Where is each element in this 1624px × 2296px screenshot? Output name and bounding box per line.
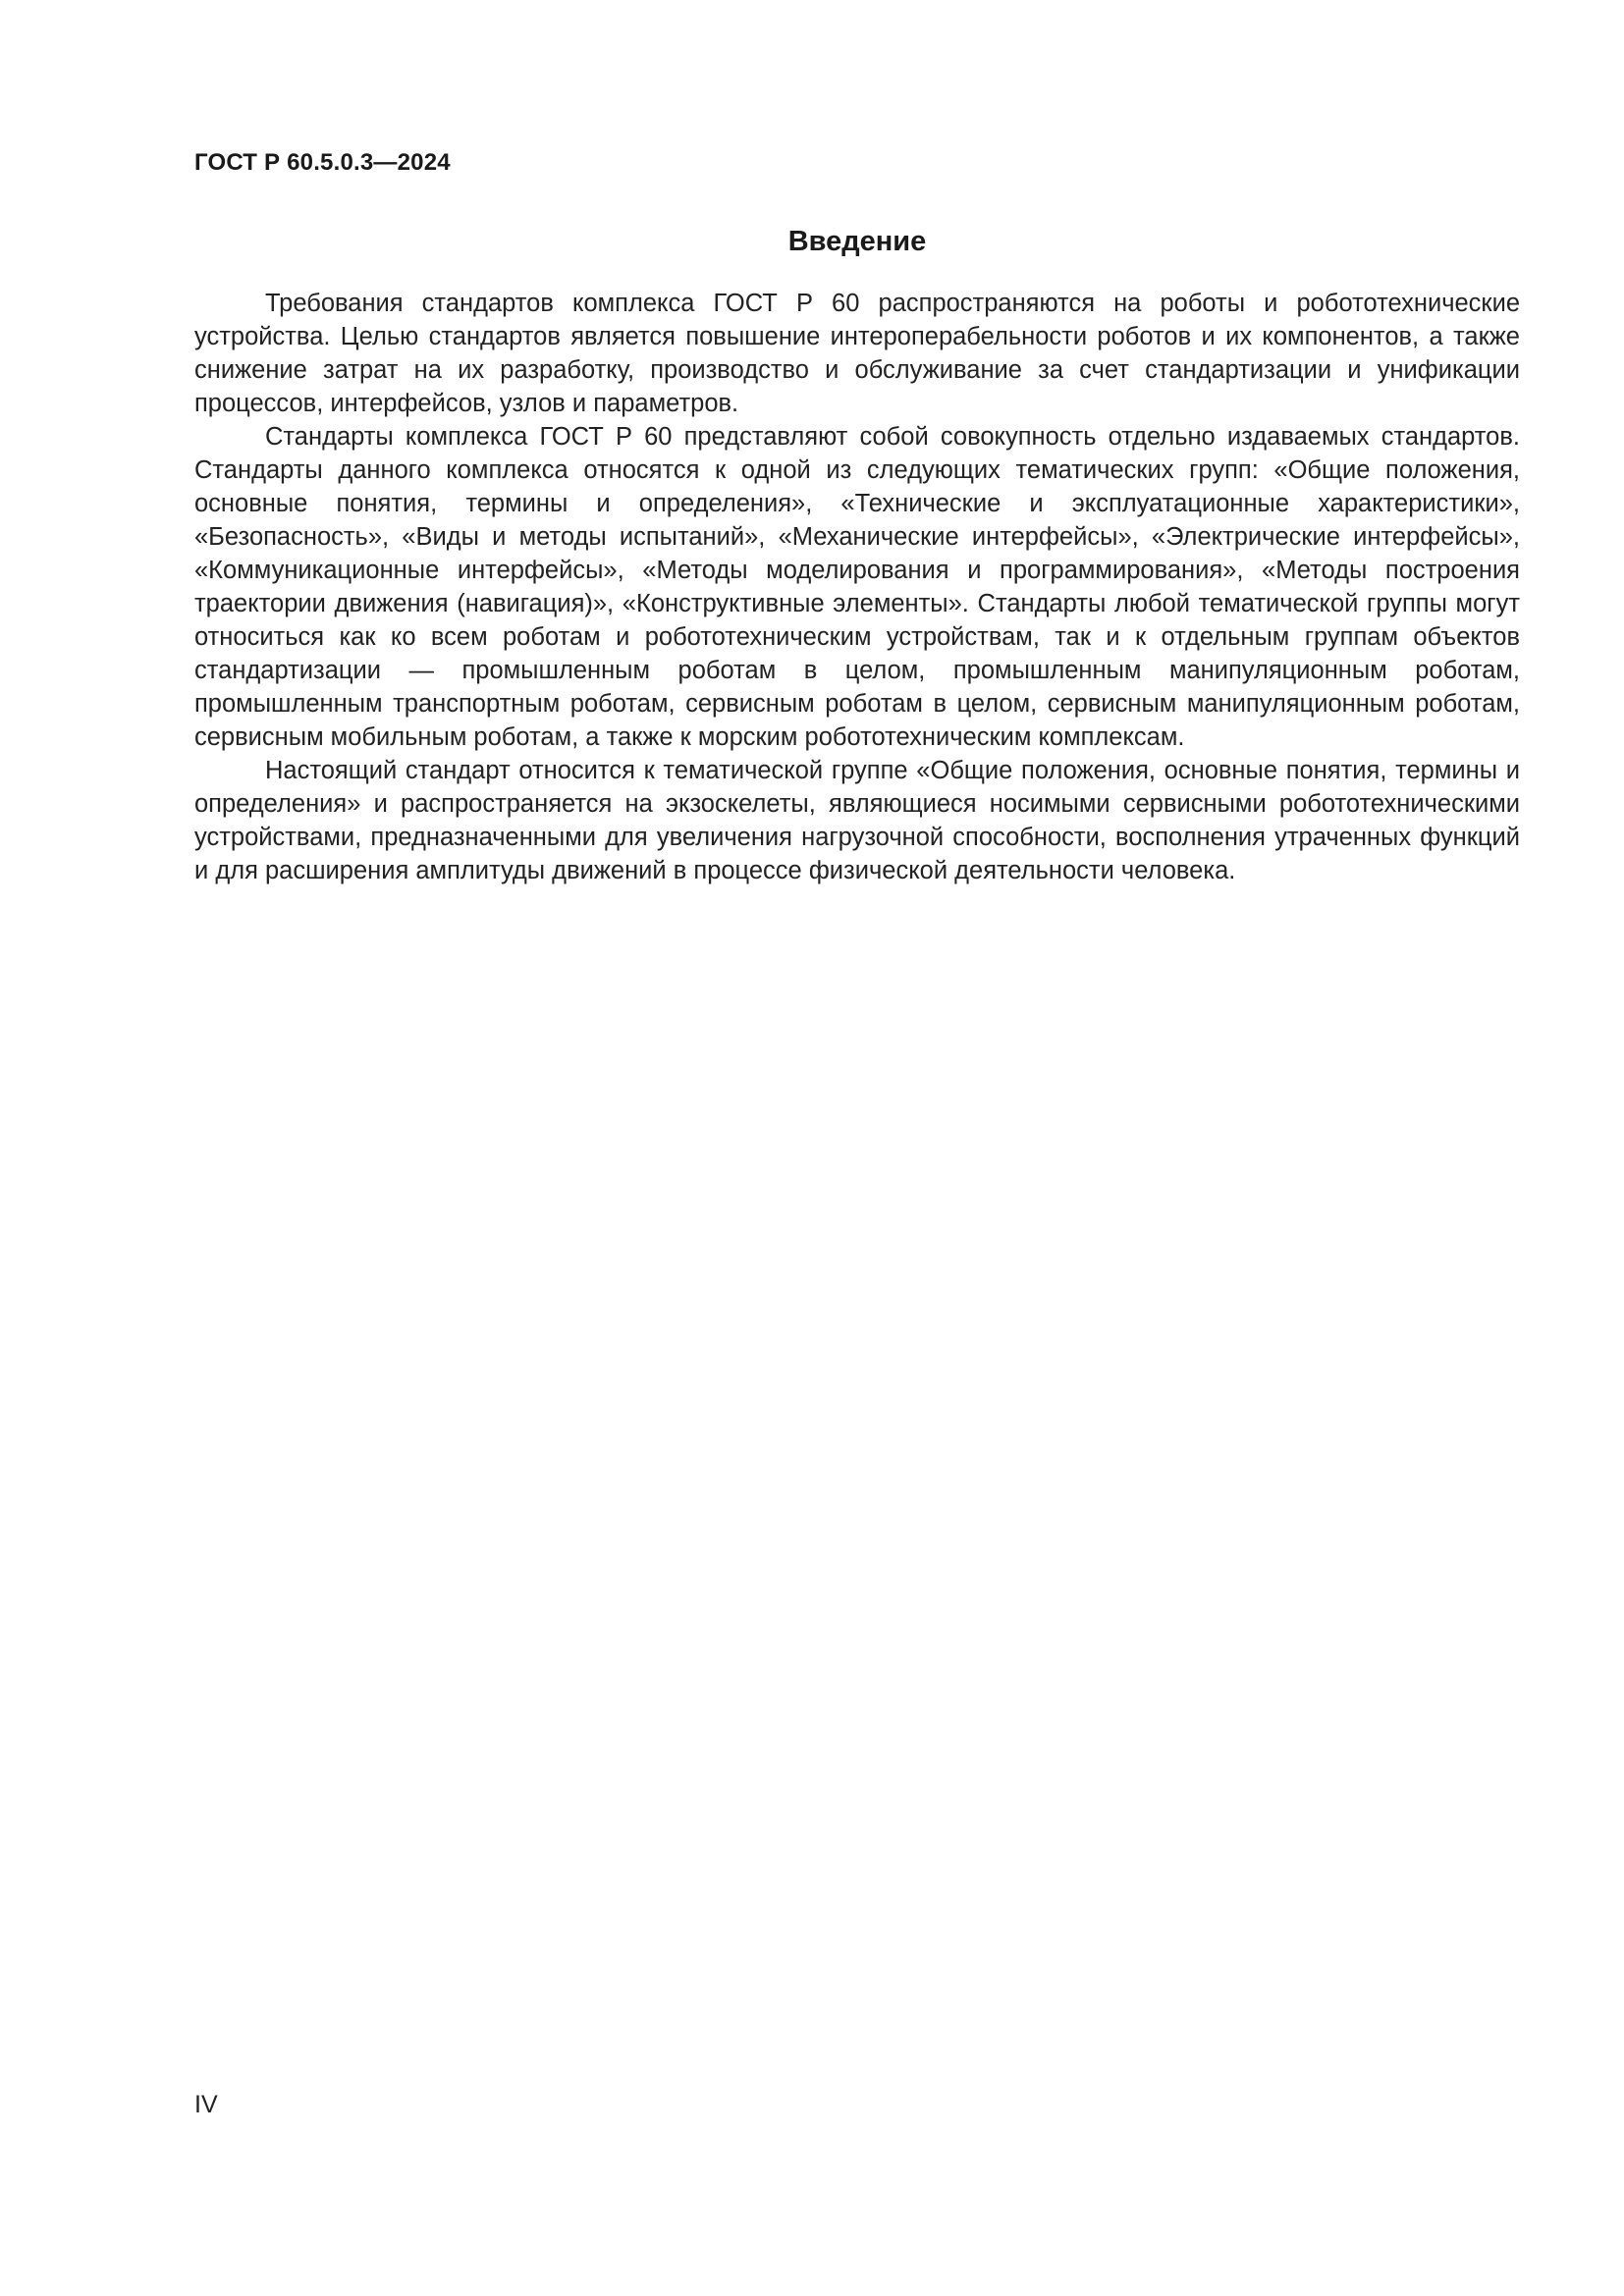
paragraph-1: Требования стандартов комплекса ГОСТ Р 60 распространяются на роботы и робототехнические устройства. Целью стандартов является повышение интероперабельности роботов и их компонентов, а также снижение затрат на их разработку, производство и обслуживание за счет стандартизации и унификации процессов, интерфейсов, узлов и параметров. [194,290,1520,417]
section-title: Введение [787,226,927,257]
document-code-header: ГОСТ Р 60.5.0.3—2024 [194,149,451,176]
paragraph-3: Настоящий стандарт относится к тематической группе «Общие положения, основные понятия, термины и определения» и распространяется на экзоскелеты, являющиеся носимыми сервисными робототехническими устройствами, предназначенными для увеличения нагрузочной способности, восполнения утраченных функций и для расширения амплитуды движений в процессе физической деятельности человека. [194,757,1520,884]
paragraph-2: Стандарты комплекса ГОСТ Р 60 представляют собой совокупность отдельно издаваемых стандартов. Стандарты данного комплекса относятся к одной из следующих тематических групп: «Общие положения, основные понятия, термины и определения», «Технические и эксплуатационные характеристики», «Безопасность», «Виды и методы испытаний», «Механические интерфейсы», «Электрические интерфейсы», «Коммуникационные интерфейсы», «Методы моделирования и программирования», «Методы построения траектории движения (навигация)», «Конструктивные элементы». Стандарты любой тематической группы могут относиться как ко всем роботам и робототехническим устройствам, так и к отдельным группам объектов стандартизации — промышленным роботам в целом, промышленным манипуляционным роботам, промышленным транспортным роботам, сервисным роботам в целом, сервисным манипуляционным роботам, сервисным мобильным роботам, а также к морским робототехническим комплексам. [194,423,1520,751]
page-number: IV [194,2091,218,2118]
section-body [194,287,1520,887]
